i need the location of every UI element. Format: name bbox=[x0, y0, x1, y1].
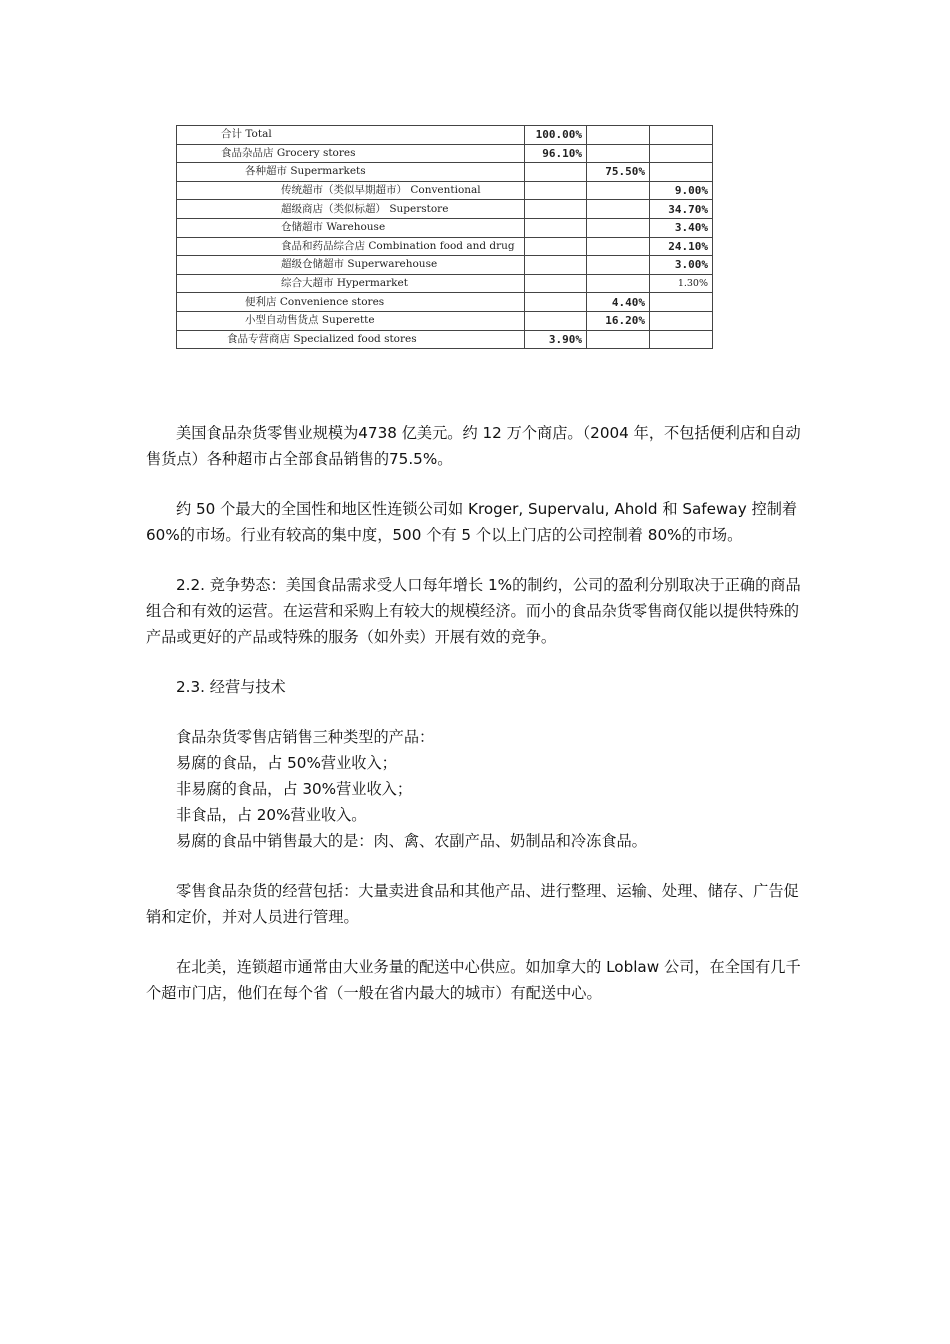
table-row bbox=[177, 311, 713, 330]
table-row bbox=[177, 330, 713, 349]
row-value-col2 bbox=[587, 274, 650, 293]
row-label: 传统超市（类似早期超市） Conventional bbox=[177, 181, 525, 200]
row-value-col1: 3.90% bbox=[525, 330, 587, 349]
list-item: 非食品，占 20%营业收入。 bbox=[176, 806, 367, 824]
list-item: 非易腐的食品，占 30%营业收入； bbox=[176, 780, 413, 798]
row-value-col3 bbox=[650, 126, 713, 145]
row-label: 便利店 Convenience stores bbox=[177, 293, 525, 312]
row-value-col2 bbox=[587, 126, 650, 145]
row-value-col2: 16.20% bbox=[587, 311, 650, 330]
row-value-col3 bbox=[650, 293, 713, 312]
paragraph-competition: 2.2. 竞争势态：美国食品需求受人口每年增长 1%的制约，公司的盈利分别取决于正确的商品组合和有效的运营。在运营和采购上有较大的规模经济。而小的食品杂货零售商仅能以提供特殊的产品或更好的产品或特殊的服务（如外卖）开展有效的竞争。 bbox=[146, 576, 801, 646]
row-value-col3: 3.00% bbox=[650, 256, 713, 275]
row-value-col1 bbox=[525, 256, 587, 275]
row-value-col2 bbox=[587, 330, 650, 349]
document-body bbox=[146, 420, 806, 1006]
row-value-col3 bbox=[650, 311, 713, 330]
row-value-col3 bbox=[650, 330, 713, 349]
row-label: 超级仓储超市 Superwarehouse bbox=[177, 256, 525, 275]
table-row bbox=[177, 181, 713, 200]
table-row bbox=[177, 218, 713, 237]
table-row bbox=[177, 256, 713, 275]
row-label: 仓储超市 Warehouse bbox=[177, 218, 525, 237]
row-label: 各种超市 Supermarkets bbox=[177, 163, 525, 182]
list-item: 易腐的食品中销售最大的是：肉、禽、农副产品、奶制品和冷冻食品。 bbox=[176, 832, 647, 850]
row-label: 食品杂品店 Grocery stores bbox=[177, 144, 525, 163]
row-label: 食品和药品综合店 Combination food and drug bbox=[177, 237, 525, 256]
table-row bbox=[177, 274, 713, 293]
row-value-col3: 3.40% bbox=[650, 218, 713, 237]
table-row bbox=[177, 126, 713, 145]
paragraph-market-size: 美国食品杂货零售业规模为4738 亿美元。约 12 万个商店。（2004 年，不包括便利店和自动售货点）各种超市占全部食品销售的75.5%。 bbox=[146, 424, 801, 468]
row-value-col1 bbox=[525, 163, 587, 182]
row-label: 超级商店（类似标超） Superstore bbox=[177, 200, 525, 219]
row-value-col3 bbox=[650, 144, 713, 163]
row-value-col1 bbox=[525, 181, 587, 200]
row-value-col3: 9.00% bbox=[650, 181, 713, 200]
row-value-col1 bbox=[525, 311, 587, 330]
table-row bbox=[177, 200, 713, 219]
paragraph-product-types-intro: 食品杂货零售店销售三种类型的产品： bbox=[176, 728, 435, 746]
paragraph-operations: 零售食品杂货的经营包括：大量卖进食品和其他产品、进行整理、运输、处理、储存、广告促销和定价，并对人员进行管理。 bbox=[146, 882, 799, 926]
market-share-table bbox=[176, 125, 713, 349]
row-value-col2: 4.40% bbox=[587, 293, 650, 312]
table-row bbox=[177, 293, 713, 312]
row-value-col3 bbox=[650, 163, 713, 182]
row-value-col2 bbox=[587, 181, 650, 200]
paragraph-chain-concentration: 约 50 个最大的全国性和地区性连锁公司如 Kroger, Supervalu, Ahold 和 Safeway 控制着60%的市场。行业有较高的集中度，500 个有 5 个以上门店的公司控制着 80%的市场。 bbox=[146, 500, 798, 544]
row-value-col2: 75.50% bbox=[587, 163, 650, 182]
row-value-col2 bbox=[587, 237, 650, 256]
row-value-col2 bbox=[587, 144, 650, 163]
section-heading: 2.3. 经营与技术 bbox=[176, 678, 286, 696]
table-row bbox=[177, 163, 713, 182]
row-value-col1 bbox=[525, 200, 587, 219]
row-label: 综合大超市 Hypermarket bbox=[177, 274, 525, 293]
row-label: 食品专营商店 Specialized food stores bbox=[177, 330, 525, 349]
row-value-col2 bbox=[587, 256, 650, 275]
paragraph-distribution: 在北美，连锁超市通常由大业务量的配送中心供应。如加拿大的 Loblaw 公司，在全国有几千个超市门店，他们在每个省（一般在省内最大的城市）有配送中心。 bbox=[146, 958, 801, 1002]
row-label: 小型自动售货点 Superette bbox=[177, 311, 525, 330]
row-value-col1 bbox=[525, 218, 587, 237]
row-value-col1 bbox=[525, 237, 587, 256]
row-value-col1 bbox=[525, 293, 587, 312]
row-value-col1 bbox=[525, 274, 587, 293]
row-value-col2 bbox=[587, 200, 650, 219]
row-value-col3: 1.30% bbox=[650, 274, 713, 293]
row-value-col3: 24.10% bbox=[650, 237, 713, 256]
row-label: 合计 Total bbox=[177, 126, 525, 145]
row-value-col1: 100.00% bbox=[525, 126, 587, 145]
row-value-col2 bbox=[587, 218, 650, 237]
list-item: 易腐的食品，占 50%营业收入； bbox=[176, 754, 397, 772]
table-row bbox=[177, 144, 713, 163]
row-value-col3: 34.70% bbox=[650, 200, 713, 219]
table-row bbox=[177, 237, 713, 256]
row-value-col1: 96.10% bbox=[525, 144, 587, 163]
